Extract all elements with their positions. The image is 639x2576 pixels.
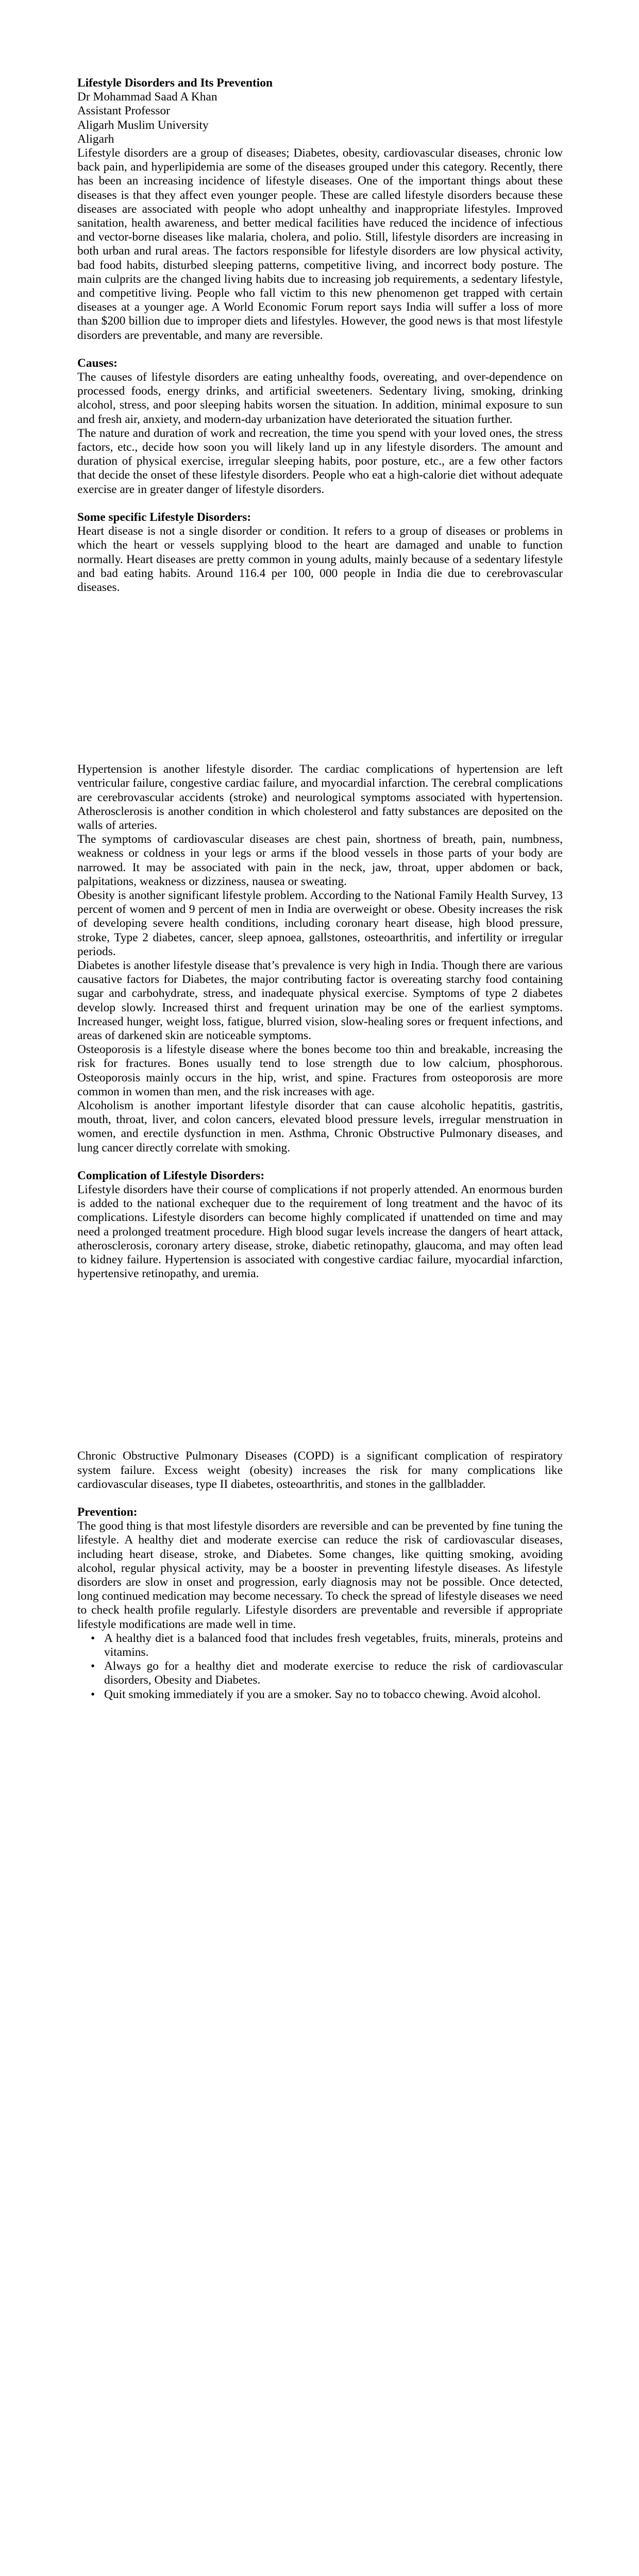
complication-heading: Complication of Lifestyle Disorders: bbox=[77, 1168, 265, 1182]
causes-paragraph-2: The nature and duration of work and recreation, the time you spend with your loved ones, the stress factors, etc., decide how soon you will likely land up in any lifestyle disorders. The amount and duration of physical exercise, irregular sleeping habits, poor posture, etc., are a few other factors that decide the onset of these lifestyle disorders. People who eat a high-calorie diet without adequate exercise are in greater danger of lifestyle disorders. bbox=[77, 426, 563, 496]
causes-heading: Causes: bbox=[77, 356, 117, 370]
intro-paragraph: Lifestyle disorders are a group of diseases; Diabetes, obesity, cardiovascular diseases, chronic low back pain, and hyperlipidemia are some of the diseases grouped under this category. Recently, there has been an increasing incidence of lifestyle diseases. One of the important things about these diseases is that they affect even younger people. These are called lifestyle disorders because these diseases are associated with people who adopt unhealthy and inappropriate lifestyles. Improved sanitation, health awareness, and better medical facilities have reduced the incidence of infectious and vector-borne diseases like malaria, cholera, and polio. Still, lifestyle disorders are increasing in both urban and rural areas. The factors responsible for lifestyle disorders are low physical activity, bad food habits, disturbed sleeping patterns, competitive living, and incorrect body posture. The main culprits are the changed living habits due to increasing job requirements, a sedentary lifestyle, and competitive living. People who fall victim to this new phenomenon get trapped with certain diseases at a younger age. A World Economic Forum report says India will suffer a loss of more than $200 billion due to improper diets and lifestyles. However, the good news is that most lifestyle disorders are preventable, and many are reversible. bbox=[77, 146, 563, 342]
prevention-heading: Prevention: bbox=[77, 1505, 138, 1519]
complication-paragraph-1: Lifestyle disorders have their course of complications if not properly attended. An enormous burden is added to the national exchequer due to the requirement of long treatment and the havoc of its complications. Lifestyle disorders can become highly complicated if unattended on time and may need a prolonged treatment procedure. High blood sugar levels increase the dangers of heart attack, atherosclerosis, coronary artery disease, stroke, diabetic retinopathy, glaucoma, and may often lead to kidney failure. Hypertension is associated with congestive cardiac failure, myocardial infarction, hypertensive retinopathy, and uremia. bbox=[77, 1183, 563, 1281]
author-university: Aligarh Muslim University bbox=[77, 118, 209, 132]
osteoporosis-paragraph: Osteoporosis is a lifestyle disease where the bones become too thin and breakable, increasing the risk for fractures. Bones usually tend to lose strength due to low calcium, phosphorous. Osteoporosis mainly occurs in the hip, wrist, and spine. Fractures from osteoporosis are more common in women than men, and the risk increases with age. bbox=[77, 1043, 563, 1098]
author-position: Assistant Professor bbox=[77, 104, 170, 118]
obesity-paragraph: Obesity is another significant lifestyle problem. According to the National Family Health Survey, 13 percent of women and 9 percent of men in India are overweight or obese. Obesity increases the risk of developing severe health conditions, including coronary heart disease, high blood pressure, stroke, Type 2 diabetes, cancer, sleep apnoea, gallstones, osteoarthritis, and infertility or irregular periods. bbox=[77, 888, 563, 958]
causes-paragraph-1: The causes of lifestyle disorders are eating unhealthy foods, overeating, and over-dependence on processed foods, energy drinks, and artificial sweeteners. Sedentary living, smoking, drinking alcohol, stress, and poor sleeping habits worsen the situation. In addition, minimal exposure to sun and fresh air, anxiety, and modern-day urbanization have deteriorated the situation further. bbox=[77, 370, 563, 426]
document-title: Lifestyle Disorders and Its Prevention bbox=[77, 76, 273, 90]
document-page bbox=[77, 76, 563, 1702]
page-break-space bbox=[77, 1281, 563, 1449]
alcoholism-paragraph: Alcoholism is another important lifestyle disorder that can cause alcoholic hepatitis, gastritis, mouth, throat, liver, and colon cancers, elevated blood pressure levels, irregular menstruation in women, and erectile dysfunction in men. Asthma, Chronic Obstructive Pulmonary diseases, and lung cancer directly correlate with smoking. bbox=[77, 1098, 563, 1155]
list-item: • Always go for a healthy diet and moderate exercise to reduce the risk of cardiovascular disorders, Obesity and Diabetes. bbox=[104, 1659, 563, 1687]
specific-disorders-heading: Some specific Lifestyle Disorders: bbox=[77, 510, 251, 524]
cardio-symptoms-paragraph: The symptoms of cardiovascular diseases are chest pain, shortness of breath, pain, numbness, weakness or coldness in your legs or arms if the blood vessels in those parts of your body are narrowed. It may be associated with pain in the neck, jaw, throat, upper abdomen or back, palpitations, weakness or dizziness, nausea or sweating. bbox=[77, 833, 563, 888]
list-item: • A healthy diet is a balanced food that includes fresh vegetables, fruits, minerals, proteins and vitamins. bbox=[104, 1632, 563, 1659]
complication-paragraph-2: Chronic Obstructive Pulmonary Diseases (COPD) is a significant complication of respiratory system failure. Excess weight (obesity) increases the risk for many complications like cardiovascular diseases, type II diabetes, osteoarthritis, and stones in the gallbladder. bbox=[77, 1449, 563, 1491]
author-city: Aligarh bbox=[77, 132, 114, 146]
diabetes-paragraph: Diabetes is another lifestyle disease that’s prevalence is very high in India. Though there are various causative factors for Diabetes, the major contributing factor is overeating starchy food containing sugar and carbohydrate, stress, and inadequate physical exercise. Symptoms of type 2 diabetes develop slowly. Increased thirst and frequent urination may be one of the earliest symptoms. Increased hunger, weight loss, fatigue, blurred vision, slow-healing sores or frequent infections, and areas of darkened skin are noticeable symptoms. bbox=[77, 958, 563, 1042]
prevention-list bbox=[77, 1632, 563, 1702]
prevention-paragraph: The good thing is that most lifestyle disorders are reversible and can be prevented by fine tuning the lifestyle. A healthy diet and moderate exercise can reduce the risk of cardiovascular diseases, including heart disease, stroke, and Diabetes. Some changes, like quitting smoking, avoiding alcohol, regular physical activity, may be a booster in preventing lifestyle diseases. As lifestyle disorders are slow in onset and progression, early diagnosis may not be possible. Once detected, long continued medication may become necessary. To check the spread of lifestyle diseases we need to check health profile regularly. Lifestyle disorders are preventable and reversible if appropriate lifestyle modifications are made well in time. bbox=[77, 1519, 563, 1631]
list-item: • Quit smoking immediately if you are a smoker. Say no to tobacco chewing. Avoid alcohol. bbox=[104, 1688, 563, 1702]
page-break-space bbox=[77, 595, 563, 762]
hypertension-paragraph: Hypertension is another lifestyle disorder. The cardiac complications of hypertension are left ventricular failure, congestive cardiac failure, and myocardial infarction. The cerebral complications are cerebrovascular accidents (stroke) and neurological symptoms associated with hypertension. Atherosclerosis is another condition in which cholesterol and fatty substances are deposited on the walls of arteries. bbox=[77, 762, 563, 832]
heart-disease-paragraph: Heart disease is not a single disorder or condition. It refers to a group of diseases or problems in which the heart or vessels supplying blood to the heart are damaged and unable to function normally. Heart diseases are pretty common in young adults, mainly because of a sedentary lifestyle and bad eating habits. Around 116.4 per 100, 000 people in India die due to cerebrovascular diseases. bbox=[77, 524, 563, 594]
document-header bbox=[77, 76, 563, 146]
author-name: Dr Mohammad Saad A Khan bbox=[77, 90, 217, 104]
